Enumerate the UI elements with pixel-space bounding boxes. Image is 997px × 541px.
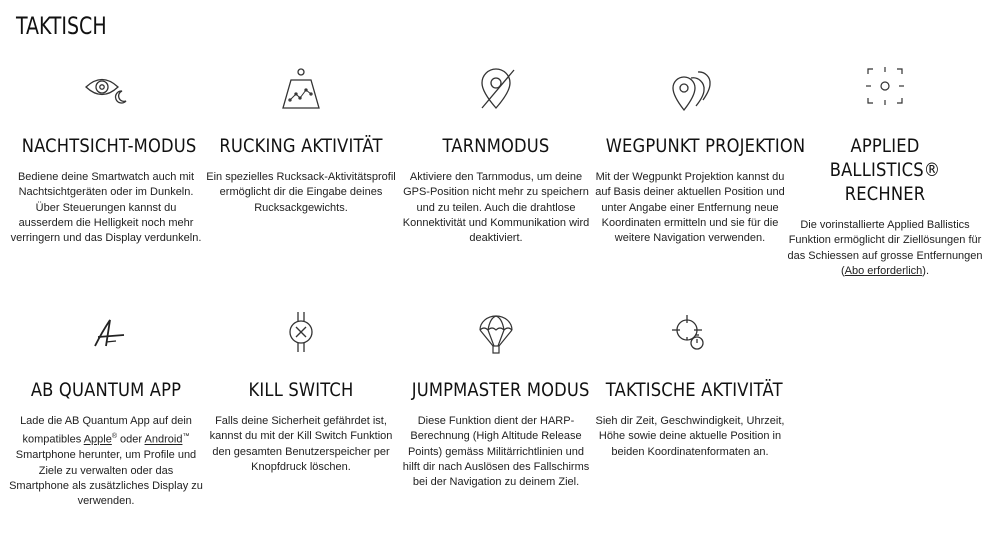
feature-title: NACHTSICHT-MODUS [21,135,197,157]
feature-title: TAKTISCHE AKTIVITÄT [605,379,783,401]
feature-title: TARNMODUS [442,135,550,157]
feature-title: AB QUANTUM APP [30,379,182,401]
feature-title: APPLIED BALLISTICS® RECHNER [829,135,941,205]
parachute-icon [466,310,526,360]
feature-description: Ein spezielles Rucksack-Aktivitätsprofil ermöglicht dir die Eingabe deines Rucksackgewichts. [206,171,396,214]
feature-description: Die vorinstallierte Applied Ballistics Funktion ermöglicht dir Ziellösungen für das Schiessen auf grosse Entfernungen (Abo erforderlich). [787,219,983,277]
android-link[interactable]: Android [144,433,183,446]
feature-description: Aktiviere den Tarnmodus, um deine GPS-Position nicht mehr zu speichern und zu teilen. Auch die drahtlose Konnektivität und Kommunikation wird deaktiviert. [402,171,590,245]
location-off-icon [466,66,526,116]
feature-title: JUMPMASTER MODUS [411,379,590,401]
subscription-required-link[interactable]: Abo erforderlich [844,264,923,277]
feature-description: Sieh dir Zeit, Geschwindigkeit, Uhrzeit, Höhe sowie deine aktuelle Position in beiden Koordinatenformaten an. [595,415,785,458]
target-stopwatch-icon [660,310,720,360]
feature-description: Lade die AB Quantum App auf dein kompatibles Apple® oder Android™ Smartphone herunter, um Profile und Ziele zu verwalten oder das Smartphone als zusätzliches Display zu verwenden. [9,415,203,508]
rucksack-weight-icon [271,66,331,116]
feature-ab-quantum-app [8,310,204,509]
feature-description: Falls deine Sicherheit gefährdet ist, kannst du mit der Kill Switch Funktion den gesamten Benutzerspeicher per Knopfdruck löschen. [209,415,393,473]
section-title: TAKTISCH [16,12,107,40]
apple-link[interactable]: Apple [83,433,112,446]
waypoint-pins-icon [660,66,720,116]
feature-jumpmaster [398,310,594,490]
feature-stealth-mode [398,66,594,246]
feature-description: Diese Funktion dient der HARP-Berechnung (High Altitude Release Points) gemäss Militärrichtlinien und hilft dir nach Auslösen des Fallschirms bei der Navigation zu deinem Ziel. [402,415,590,489]
feature-title: KILL SWITCH [248,379,354,401]
feature-title: RUCKING AKTIVITÄT [219,135,383,157]
feature-waypoint-projection [592,66,806,246]
night-vision-eye-moon-icon [76,66,136,116]
feature-applied-ballistics [787,66,983,279]
feature-tactical-activity [592,310,788,460]
crosshair-icon [855,66,915,116]
ab-quantum-logo-icon [76,310,136,360]
feature-description: Bediene deine Smartwatch auch mit Nachtsichtgeräten oder im Dunkeln. Über Steuerungen kannst du ausserdem die Helligkeit noch mehr verringern und das Display verdunkeln. [10,171,202,245]
feature-rucking [203,66,399,216]
feature-title: WEGPUNKT PROJEKTION [605,135,806,157]
watch-x-icon [271,310,331,360]
feature-description: Mit der Wegpunkt Projektion kannst du auf Basis deiner aktuellen Position und unter Angabe einer Entfernung neue Koordinaten ermitteln und sie für die weitere Navigation verwenden. [595,171,785,245]
feature-night-vision [8,66,204,246]
feature-kill-switch [203,310,399,475]
